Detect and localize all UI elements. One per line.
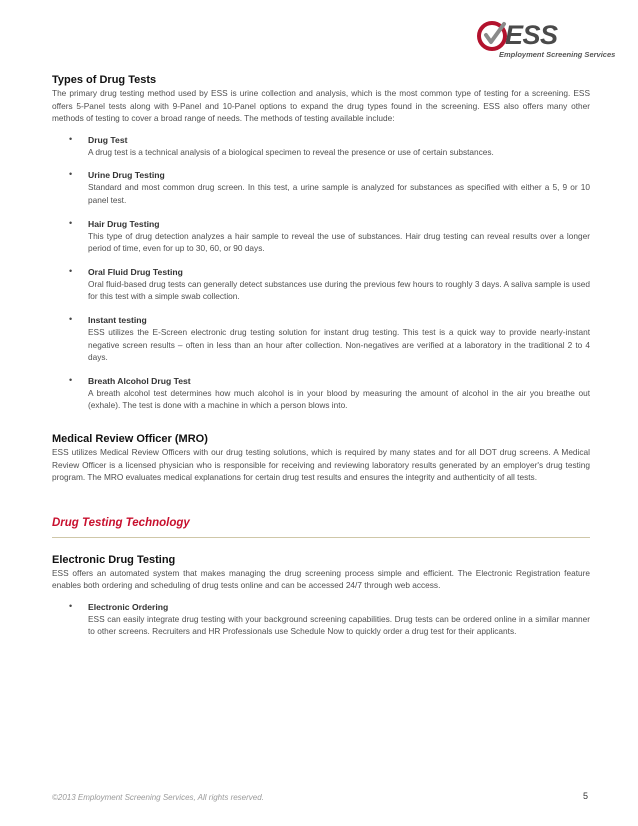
list-item [52, 134, 590, 159]
item-text: ESS can easily integrate drug testing with your background screening capabilities. Drug tests can be ordered online in a similar manner to other screens. Recruiters and HR Professionals use Schedule Now to quickly order a drug test for their applicants. [88, 613, 590, 637]
technology-section-title: Drug Testing Technology [52, 516, 190, 529]
bullet-icon: • [69, 600, 73, 611]
item-title: Urine Drug Testing [88, 170, 165, 181]
list-item [52, 218, 590, 255]
item-text: A breath alcohol test determines how much alcohol is in your blood by measuring the amount of alcohol in the air you breathe out (exhale). The test is done with a machine in which a person blows into. [88, 387, 590, 411]
item-text: This type of drug detection analyzes a hair sample to reveal the use of substances. Hair drug testing can reveal results over a longer period of time, even for up to 30, 60, or 90 days. [88, 230, 590, 254]
technology-list [52, 601, 590, 638]
list-item [52, 601, 590, 638]
item-text: A drug test is a technical analysis of a biological specimen to reveal the presence or use of certain substances. [88, 146, 494, 157]
page-number: 5 [583, 791, 589, 801]
list-item [52, 314, 590, 364]
testing-methods-list [52, 134, 590, 412]
list-item [52, 266, 590, 303]
item-title: Oral Fluid Drug Testing [88, 266, 183, 277]
electronic-testing-text: ESS offers an automated system that makes managing the drug screening process simple and efficient. The Electronic Registration feature enables both ordering and scheduling of drug tests online and can be accessed 24/7 through web access. [52, 567, 590, 591]
page-content [52, 74, 590, 649]
item-title: Breath Alcohol Drug Test [88, 375, 191, 386]
section-divider [52, 537, 590, 538]
ess-logo [477, 18, 617, 62]
item-text: Oral fluid-based drug tests can generally detect substances use during the previous few hours to roughly 3 days. A saliva sample is used for this test with a simple swab collection. [88, 278, 590, 302]
bullet-icon: • [69, 265, 73, 276]
mro-text: ESS utilizes Medical Review Officers with our drug testing solutions, which is required by many states and for all DOT drug screens. A Medical Review Officer is a licensed physician who is responsible for receiving and reviewing laboratory results generated by an employer's drug testing program. The MRO evaluates medical explanations for certain drug test results and ensures the integrity and authenticity of all tests. [52, 446, 590, 483]
bullet-icon: • [69, 217, 73, 228]
logo-tagline: Employment Screening Services [499, 50, 616, 59]
bullet-icon: • [69, 313, 73, 324]
types-heading: Types of Drug Tests [52, 74, 157, 86]
bullet-icon: • [69, 374, 73, 385]
list-item [52, 375, 590, 412]
bullet-icon: • [69, 133, 73, 144]
item-text: Standard and most common drug screen. In this test, a urine sample is analyzed for substances as specified with either a 5, 9 or 10 panel test. [88, 182, 590, 205]
item-text: ESS utilizes the E-Screen electronic drug testing solution for instant drug testing. This test is a quick way to provide nearly-instant negative screen results – often in less than an hour after collection. Non-negatives are verified at a laboratory in the traditional 2 to 4 days. [88, 326, 590, 363]
footer-copyright: ©2013 Employment Screening Services, All rights reserved. [52, 793, 264, 802]
logo-brand: ESS [505, 20, 558, 50]
item-title: Electronic Ordering [88, 601, 169, 612]
mro-heading: Medical Review Officer (MRO) [52, 432, 208, 445]
technology-section [52, 516, 590, 538]
item-title: Instant testing [88, 314, 147, 325]
types-intro: The primary drug testing method used by ESS is urine collection and analysis, which is the most common type of testing for a screening. ESS offers 5-Panel tests along with 9-Panel and 10-Panel options to expand the drug types found in the screening. ESS also offers many other methods of testing to cover a broad range of needs. The methods of testing available include: [52, 88, 590, 124]
item-title: Hair Drug Testing [88, 218, 160, 229]
bullet-icon: • [69, 169, 73, 180]
list-item [52, 169, 590, 206]
item-title: Drug Test [88, 134, 128, 145]
electronic-testing-heading: Electronic Drug Testing [52, 553, 176, 566]
